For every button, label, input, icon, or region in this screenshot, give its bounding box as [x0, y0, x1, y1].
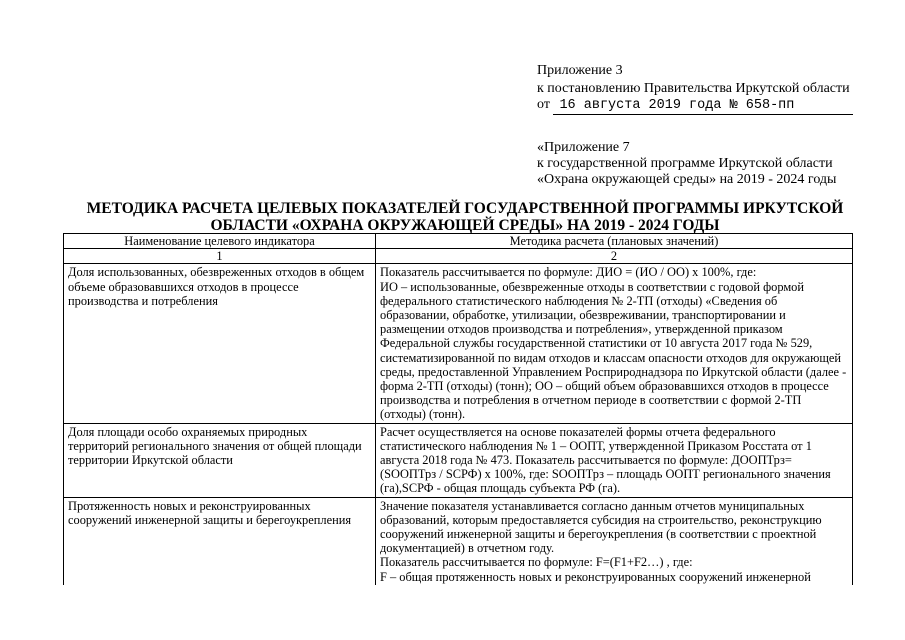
title-line-1: МЕТОДИКА РАСЧЕТА ЦЕЛЕВЫХ ПОКАЗАТЕЛЕЙ ГОСУДАРСТВЕННОЙ ПРОГРАММЫ ИРКУТСКОЙ [86, 200, 844, 217]
table-row [64, 264, 853, 423]
table-row [64, 423, 853, 497]
column-header-method: Методика расчета (плановых значений) [376, 234, 853, 249]
resolution-date: 16 августа 2019 года № 658-пп [553, 98, 853, 115]
title-line-2: ОБЛАСТИ «ОХРАНА ОКРУЖАЮЩЕЙ СРЕДЫ» НА 2019 - 2024 ГОДЫ [210, 217, 720, 234]
column-number-2: 2 [376, 249, 853, 264]
appendix-label: Приложение 3 [537, 63, 623, 78]
document-title [60, 200, 870, 234]
indicator-method: Расчет осуществляется на основе показателей формы отчета федерального статистического наблюдения № 1 – ООПТ, утвержденной Приказом Росстата от 1 августа 2018 года № 473. Показатель рассчитывается по формуле: ДООПТрз= (SООПТрз / SСРФ) х 100%, где: SООПТрз – площадь ООПТ регионального значения (га),SСРФ - общая площадь субъекта РФ (га). [376, 423, 853, 497]
program-reference: к государственной программе Иркутской области [537, 156, 833, 171]
indicator-method: Показатель рассчитывается по формуле: ДИО = (ИО / ОО) х 100%, где: ИО – использованные, обезвреженные отходы в соответствии с годовой формой федерального статистического наблюдения № 2-ТП (отходы) «Сведения об образовании, обработке, утилизации, обезвреживании, транспортировании и размещении отходов производства и потребления», утвержденной приказом Федеральной службы государственной статистики от 10 августа 2017 года № 529, систематизированной по видам отходов и классам опасности отходов для окружающей среды, предоставленной Управлением Росприроднадзора по Иркутской области (далее - форма 2-ТП (отходы) (тонн); ОО – общий объем образовавшихся отходов в процессе производства и потребления в отчетном периоде в соответствии с формой 2-ТП (отходы) (тонн). [376, 264, 853, 423]
indicator-name: Доля использованных, обезвреженных отходов в общем объеме образовавшихся отходов в процессе производства и потребления [64, 264, 376, 423]
appendix-7-label: «Приложение 7 [537, 140, 630, 155]
indicator-name: Протяженность новых и реконструированных сооружений инженерной защиты и берегоукрепления [64, 497, 376, 585]
column-number-1: 1 [64, 249, 376, 264]
date-prefix: от [537, 97, 550, 112]
column-header-indicator: Наименование целевого индикатора [64, 234, 376, 249]
program-title: «Охрана окружающей среды» на 2019 - 2024 годы [537, 172, 837, 187]
table-number-row [64, 249, 853, 264]
table-header-row [64, 234, 853, 249]
table-row [64, 497, 853, 585]
indicators-table [63, 233, 853, 585]
indicator-name: Доля площади особо охраняемых природных территорий регионального значения от общей площади территории Иркутской области [64, 423, 376, 497]
resolution-reference: к постановлению Правительства Иркутской области [537, 81, 850, 96]
indicator-method: Значение показателя устанавливается согласно данным отчетов муниципальных образований, которым предоставляется субсидия на строительство, реконструкцию сооружений инженерной защиты и берегоукрепления (в соответствии с проектной документацией) в отчетном году. Показатель рассчитывается по формуле: F=(F1+F2…) , где: F – общая протяженность новых и реконструированных сооружений инженерной [376, 497, 853, 585]
resolution-date-line [537, 97, 853, 115]
